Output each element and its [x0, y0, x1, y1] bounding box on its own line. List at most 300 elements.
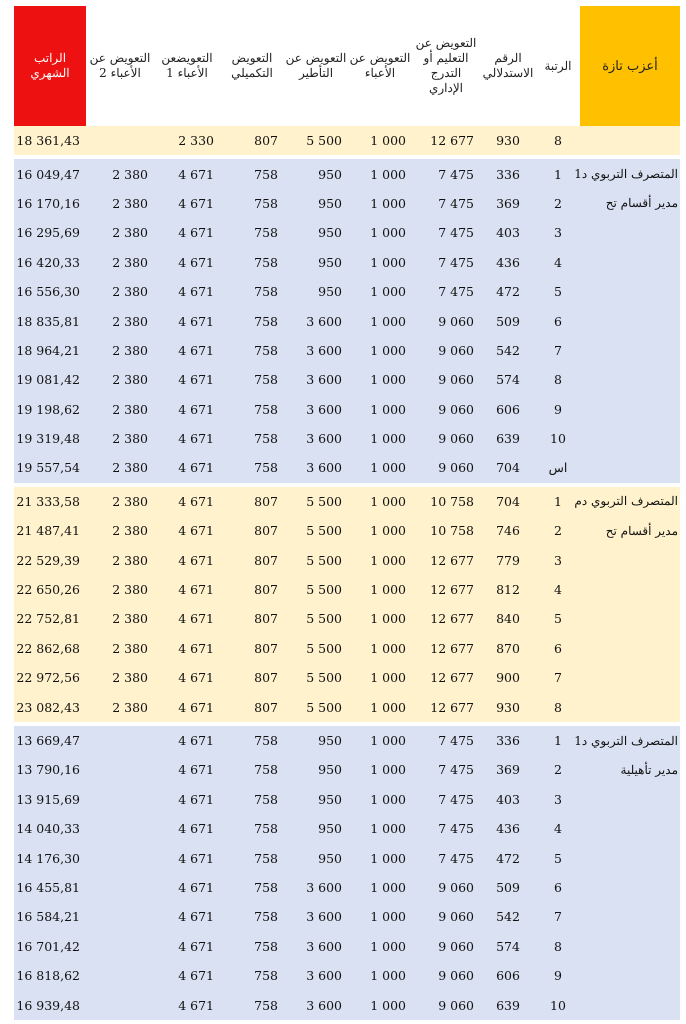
education-cell: 9 060	[412, 902, 480, 931]
burdens-cell: 1 000	[348, 277, 412, 306]
index-cell: 403	[480, 785, 536, 814]
burden2-cell: 2 380	[86, 663, 154, 692]
rank-cell: 4	[536, 248, 580, 277]
index-cell: 574	[480, 365, 536, 394]
grade-name-cell: مدير أقسام تح	[580, 516, 680, 545]
monthly-salary-cell: 19 081,42	[14, 365, 86, 394]
burdens-cell: 1 000	[348, 248, 412, 277]
index-cell: 930	[480, 692, 536, 721]
burden2-cell: 2 380	[86, 159, 154, 188]
rank-cell: 7	[536, 336, 580, 365]
burden2-cell: 2 380	[86, 277, 154, 306]
burden1-cell: 4 671	[154, 218, 220, 247]
header-burden-allowance-1: التعويضعن الأعباء 1	[161, 51, 213, 80]
monthly-salary-cell: 16 049,47	[14, 159, 86, 188]
burden2-cell	[86, 126, 154, 155]
complementary-cell: 758	[220, 814, 284, 843]
table-row	[14, 932, 680, 961]
complementary-cell: 758	[220, 873, 284, 902]
supervision-cell: 5 500	[284, 692, 348, 721]
monthly-salary-cell: 16 556,30	[14, 277, 86, 306]
rank-cell: 8	[536, 365, 580, 394]
grade-name-cell	[580, 306, 680, 335]
education-cell: 10 758	[412, 516, 480, 545]
grade-name-cell	[580, 663, 680, 692]
education-cell: 12 677	[412, 692, 480, 721]
table-row	[14, 189, 680, 218]
table-row	[14, 902, 680, 931]
complementary-cell: 758	[220, 306, 284, 335]
education-cell: 9 060	[412, 365, 480, 394]
burdens-cell: 1 000	[348, 365, 412, 394]
table-row	[14, 873, 680, 902]
supervision-cell: 5 500	[284, 516, 348, 545]
supervision-cell: 3 600	[284, 395, 348, 424]
rank-cell: 5	[536, 277, 580, 306]
burdens-cell: 1 000	[348, 575, 412, 604]
complementary-cell: 758	[220, 365, 284, 394]
complementary-cell: 758	[220, 902, 284, 931]
monthly-salary-cell: 16 420,33	[14, 248, 86, 277]
index-cell: 509	[480, 306, 536, 335]
burden2-cell: 2 380	[86, 218, 154, 247]
burden2-cell: 2 380	[86, 365, 154, 394]
complementary-cell: 758	[220, 453, 284, 482]
index-cell: 369	[480, 189, 536, 218]
monthly-salary-cell: 23 082,43	[14, 692, 86, 721]
burden1-cell: 4 671	[154, 516, 220, 545]
rank-cell: 2	[536, 189, 580, 218]
supervision-cell: 950	[284, 218, 348, 247]
complementary-cell: 758	[220, 961, 284, 990]
rank-cell: 6	[536, 634, 580, 663]
education-cell: 9 060	[412, 424, 480, 453]
grade-name-cell	[580, 692, 680, 721]
burden1-cell: 4 671	[154, 453, 220, 482]
grade-name-cell	[580, 336, 680, 365]
grade-name-cell	[580, 277, 680, 306]
complementary-cell: 807	[220, 604, 284, 633]
burden1-cell: 4 671	[154, 336, 220, 365]
grade-name-cell	[580, 990, 680, 1019]
supervision-cell: 950	[284, 755, 348, 784]
burden2-cell: 2 380	[86, 545, 154, 574]
burden2-cell: 2 380	[86, 575, 154, 604]
header-education-allowance: التعويض عن التعليم أو التدرج الإداري	[415, 36, 477, 95]
rank-cell: 1	[536, 487, 580, 516]
burdens-cell: 1 000	[348, 990, 412, 1019]
rank-cell: 8	[536, 692, 580, 721]
index-cell: 369	[480, 755, 536, 784]
burden2-cell	[86, 932, 154, 961]
complementary-cell: 758	[220, 424, 284, 453]
burdens-cell: 1 000	[348, 814, 412, 843]
table-row	[14, 961, 680, 990]
education-cell: 7 475	[412, 755, 480, 784]
rank-cell: 10	[536, 990, 580, 1019]
supervision-cell: 950	[284, 248, 348, 277]
rank-cell: 7	[536, 902, 580, 931]
table-row	[14, 218, 680, 247]
header-grade-label: أعزب تازة	[580, 6, 680, 126]
burdens-cell: 1 000	[348, 873, 412, 902]
rank-cell: 9	[536, 395, 580, 424]
table-row	[14, 545, 680, 574]
burdens-cell: 1 000	[348, 453, 412, 482]
header-rank: الرتبة	[544, 58, 572, 73]
rank-cell: اس	[536, 453, 580, 482]
burdens-cell: 1 000	[348, 545, 412, 574]
grade-name-cell: مدير تأهيلية	[580, 755, 680, 784]
burdens-cell: 1 000	[348, 663, 412, 692]
burden2-cell: 2 380	[86, 336, 154, 365]
grade-name-cell	[580, 785, 680, 814]
monthly-salary-cell: 14 040,33	[14, 814, 86, 843]
burdens-cell: 1 000	[348, 159, 412, 188]
table-row	[14, 424, 680, 453]
complementary-cell: 758	[220, 843, 284, 872]
burden1-cell: 4 671	[154, 575, 220, 604]
supervision-cell: 950	[284, 726, 348, 755]
rank-cell: 9	[536, 961, 580, 990]
education-cell: 12 677	[412, 575, 480, 604]
supervision-cell: 3 600	[284, 873, 348, 902]
supervision-cell: 5 500	[284, 575, 348, 604]
table-row	[14, 814, 680, 843]
burden2-cell	[86, 961, 154, 990]
supervision-cell: 5 500	[284, 663, 348, 692]
education-cell: 7 475	[412, 785, 480, 814]
burdens-cell: 1 000	[348, 218, 412, 247]
index-cell: 870	[480, 634, 536, 663]
monthly-salary-cell: 19 198,62	[14, 395, 86, 424]
monthly-salary-cell: 22 529,39	[14, 545, 86, 574]
supervision-cell: 950	[284, 843, 348, 872]
education-cell: 7 475	[412, 248, 480, 277]
index-cell: 779	[480, 545, 536, 574]
table-row	[14, 634, 680, 663]
rank-cell: 10	[536, 424, 580, 453]
supervision-cell: 3 600	[284, 961, 348, 990]
burdens-cell: 1 000	[348, 395, 412, 424]
supervision-cell: 3 600	[284, 365, 348, 394]
table-row	[14, 159, 680, 188]
burdens-cell: 1 000	[348, 726, 412, 755]
burden1-cell: 4 671	[154, 961, 220, 990]
burden2-cell: 2 380	[86, 604, 154, 633]
complementary-cell: 758	[220, 159, 284, 188]
grade-name-cell	[580, 453, 680, 482]
table-row	[14, 306, 680, 335]
education-cell: 9 060	[412, 990, 480, 1019]
education-cell: 7 475	[412, 189, 480, 218]
rank-cell: 6	[536, 306, 580, 335]
index-cell: 900	[480, 663, 536, 692]
monthly-salary-cell: 16 170,16	[14, 189, 86, 218]
grade-name-cell	[580, 814, 680, 843]
table-row	[14, 575, 680, 604]
burden1-cell: 4 671	[154, 692, 220, 721]
supervision-cell: 3 600	[284, 336, 348, 365]
grade-name-cell	[580, 634, 680, 663]
monthly-salary-cell: 16 455,81	[14, 873, 86, 902]
burden2-cell	[86, 902, 154, 931]
burdens-cell: 1 000	[348, 755, 412, 784]
rank-cell: 4	[536, 575, 580, 604]
monthly-salary-cell: 18 361,43	[14, 126, 86, 155]
index-cell: 639	[480, 424, 536, 453]
burden1-cell: 4 671	[154, 604, 220, 633]
table-row	[14, 395, 680, 424]
header-monthly-salary: الراتب الشهري	[14, 6, 86, 126]
burdens-cell: 1 000	[348, 604, 412, 633]
supervision-cell: 950	[284, 785, 348, 814]
supervision-cell: 3 600	[284, 932, 348, 961]
burdens-cell: 1 000	[348, 189, 412, 218]
index-cell: 403	[480, 218, 536, 247]
monthly-salary-cell: 18 964,21	[14, 336, 86, 365]
burden1-cell: 4 671	[154, 189, 220, 218]
burden2-cell: 2 380	[86, 248, 154, 277]
supervision-cell: 3 600	[284, 990, 348, 1019]
burdens-cell: 1 000	[348, 424, 412, 453]
burden2-cell	[86, 785, 154, 814]
index-cell: 704	[480, 487, 536, 516]
burden1-cell: 4 671	[154, 248, 220, 277]
supervision-cell: 3 600	[284, 902, 348, 931]
index-cell: 606	[480, 395, 536, 424]
table-row	[14, 365, 680, 394]
burden1-cell: 4 671	[154, 902, 220, 931]
index-cell: 336	[480, 726, 536, 755]
grade-name-cell	[580, 248, 680, 277]
complementary-cell: 807	[220, 575, 284, 604]
burden2-cell	[86, 843, 154, 872]
burdens-cell: 1 000	[348, 487, 412, 516]
complementary-cell: 758	[220, 336, 284, 365]
burdens-cell: 1 000	[348, 932, 412, 961]
grade-name-cell: المتصرف التربوي د1	[580, 159, 680, 188]
grade-name-cell	[580, 843, 680, 872]
rank-cell: 1	[536, 159, 580, 188]
burdens-cell: 1 000	[348, 961, 412, 990]
education-cell: 7 475	[412, 843, 480, 872]
burdens-cell: 1 000	[348, 306, 412, 335]
rank-cell: 5	[536, 843, 580, 872]
index-cell: 704	[480, 453, 536, 482]
rank-cell: 6	[536, 873, 580, 902]
burden1-cell: 4 671	[154, 990, 220, 1019]
education-cell: 9 060	[412, 873, 480, 902]
education-cell: 9 060	[412, 453, 480, 482]
monthly-salary-cell: 22 862,68	[14, 634, 86, 663]
table-row	[14, 248, 680, 277]
rank-cell: 1	[536, 726, 580, 755]
burden2-cell	[86, 990, 154, 1019]
burden1-cell: 4 671	[154, 306, 220, 335]
burden2-cell: 2 380	[86, 692, 154, 721]
education-cell: 10 758	[412, 487, 480, 516]
table-row	[14, 604, 680, 633]
burden2-cell: 2 380	[86, 306, 154, 335]
supervision-cell: 5 500	[284, 126, 348, 155]
index-cell: 639	[480, 990, 536, 1019]
burden1-cell: 4 671	[154, 932, 220, 961]
burden1-cell: 4 671	[154, 487, 220, 516]
index-cell: 436	[480, 248, 536, 277]
monthly-salary-cell: 22 752,81	[14, 604, 86, 633]
complementary-cell: 807	[220, 126, 284, 155]
monthly-salary-cell: 16 939,48	[14, 990, 86, 1019]
rank-cell: 8	[536, 932, 580, 961]
grade-name-cell	[580, 218, 680, 247]
supervision-cell: 3 600	[284, 306, 348, 335]
complementary-cell: 807	[220, 634, 284, 663]
monthly-salary-cell: 13 669,47	[14, 726, 86, 755]
burdens-cell: 1 000	[348, 516, 412, 545]
rank-cell: 3	[536, 218, 580, 247]
burden2-cell	[86, 873, 154, 902]
supervision-cell: 3 600	[284, 453, 348, 482]
burden2-cell: 2 380	[86, 487, 154, 516]
table-row	[14, 785, 680, 814]
burdens-cell: 1 000	[348, 634, 412, 663]
education-cell: 7 475	[412, 277, 480, 306]
monthly-salary-cell: 19 557,54	[14, 453, 86, 482]
burden1-cell: 4 671	[154, 424, 220, 453]
monthly-salary-cell: 13 790,16	[14, 755, 86, 784]
burden1-cell: 4 671	[154, 159, 220, 188]
burden1-cell: 4 671	[154, 843, 220, 872]
burden1-cell: 4 671	[154, 365, 220, 394]
table-row	[14, 755, 680, 784]
rank-cell: 3	[536, 545, 580, 574]
monthly-salary-cell: 16 295,69	[14, 218, 86, 247]
burden1-cell: 2 330	[154, 126, 220, 155]
grade-name-cell	[580, 545, 680, 574]
complementary-cell: 758	[220, 218, 284, 247]
burden1-cell: 4 671	[154, 814, 220, 843]
monthly-salary-cell: 16 818,62	[14, 961, 86, 990]
education-cell: 9 060	[412, 336, 480, 365]
complementary-cell: 758	[220, 755, 284, 784]
index-cell: 336	[480, 159, 536, 188]
index-cell: 812	[480, 575, 536, 604]
grade-name-cell	[580, 961, 680, 990]
complementary-cell: 758	[220, 990, 284, 1019]
table-row	[14, 277, 680, 306]
rank-cell: 7	[536, 663, 580, 692]
burden1-cell: 4 671	[154, 395, 220, 424]
education-cell: 9 060	[412, 395, 480, 424]
table-row	[14, 843, 680, 872]
burden1-cell: 4 671	[154, 785, 220, 814]
burden2-cell	[86, 726, 154, 755]
index-cell: 840	[480, 604, 536, 633]
education-cell: 9 060	[412, 306, 480, 335]
monthly-salary-cell: 22 650,26	[14, 575, 86, 604]
table-row	[14, 516, 680, 545]
monthly-salary-cell: 14 176,30	[14, 843, 86, 872]
salary-table-body	[14, 126, 680, 1020]
grade-name-cell	[580, 126, 680, 155]
supervision-cell: 950	[284, 814, 348, 843]
index-cell: 542	[480, 902, 536, 931]
index-cell: 509	[480, 873, 536, 902]
table-row	[14, 126, 680, 155]
table-row	[14, 453, 680, 482]
grade-name-cell: مدير أقسام تح	[580, 189, 680, 218]
burdens-cell: 1 000	[348, 843, 412, 872]
header-complementary-allowance: التعويض التكميلي	[231, 51, 273, 80]
complementary-cell: 807	[220, 692, 284, 721]
complementary-cell: 758	[220, 248, 284, 277]
monthly-salary-cell: 19 319,48	[14, 424, 86, 453]
burden1-cell: 4 671	[154, 545, 220, 574]
burden2-cell: 2 380	[86, 453, 154, 482]
rank-cell: 8	[536, 126, 580, 155]
supervision-cell: 5 500	[284, 487, 348, 516]
table-row	[14, 487, 680, 516]
monthly-salary-cell: 21 333,58	[14, 487, 86, 516]
supervision-cell: 5 500	[284, 634, 348, 663]
index-cell: 606	[480, 961, 536, 990]
grade-name-cell	[580, 365, 680, 394]
monthly-salary-cell: 13 915,69	[14, 785, 86, 814]
complementary-cell: 807	[220, 487, 284, 516]
grade-name-cell	[580, 932, 680, 961]
index-cell: 574	[480, 932, 536, 961]
burden1-cell: 4 671	[154, 277, 220, 306]
salary-table	[14, 6, 680, 1020]
education-cell: 12 677	[412, 545, 480, 574]
index-cell: 436	[480, 814, 536, 843]
education-cell: 7 475	[412, 218, 480, 247]
burden2-cell: 2 380	[86, 395, 154, 424]
complementary-cell: 758	[220, 785, 284, 814]
education-cell: 7 475	[412, 814, 480, 843]
grade-name-cell	[580, 604, 680, 633]
index-cell: 542	[480, 336, 536, 365]
education-cell: 7 475	[412, 726, 480, 755]
complementary-cell: 807	[220, 663, 284, 692]
header-supervision-allowance: التعويض عن التأطير	[285, 51, 347, 80]
education-cell: 9 060	[412, 932, 480, 961]
burden2-cell: 2 380	[86, 634, 154, 663]
burdens-cell: 1 000	[348, 902, 412, 931]
index-cell: 930	[480, 126, 536, 155]
grade-name-cell	[580, 424, 680, 453]
burden2-cell: 2 380	[86, 516, 154, 545]
complementary-cell: 758	[220, 277, 284, 306]
education-cell: 9 060	[412, 961, 480, 990]
burdens-cell: 1 000	[348, 692, 412, 721]
table-row	[14, 336, 680, 365]
supervision-cell: 5 500	[284, 545, 348, 574]
supervision-cell: 950	[284, 159, 348, 188]
education-cell: 7 475	[412, 159, 480, 188]
rank-cell: 5	[536, 604, 580, 633]
supervision-cell: 950	[284, 189, 348, 218]
complementary-cell: 758	[220, 189, 284, 218]
header-row	[14, 6, 680, 126]
education-cell: 12 677	[412, 126, 480, 155]
index-cell: 472	[480, 277, 536, 306]
grade-name-cell	[580, 575, 680, 604]
rank-cell: 4	[536, 814, 580, 843]
education-cell: 12 677	[412, 634, 480, 663]
monthly-salary-cell: 16 701,42	[14, 932, 86, 961]
